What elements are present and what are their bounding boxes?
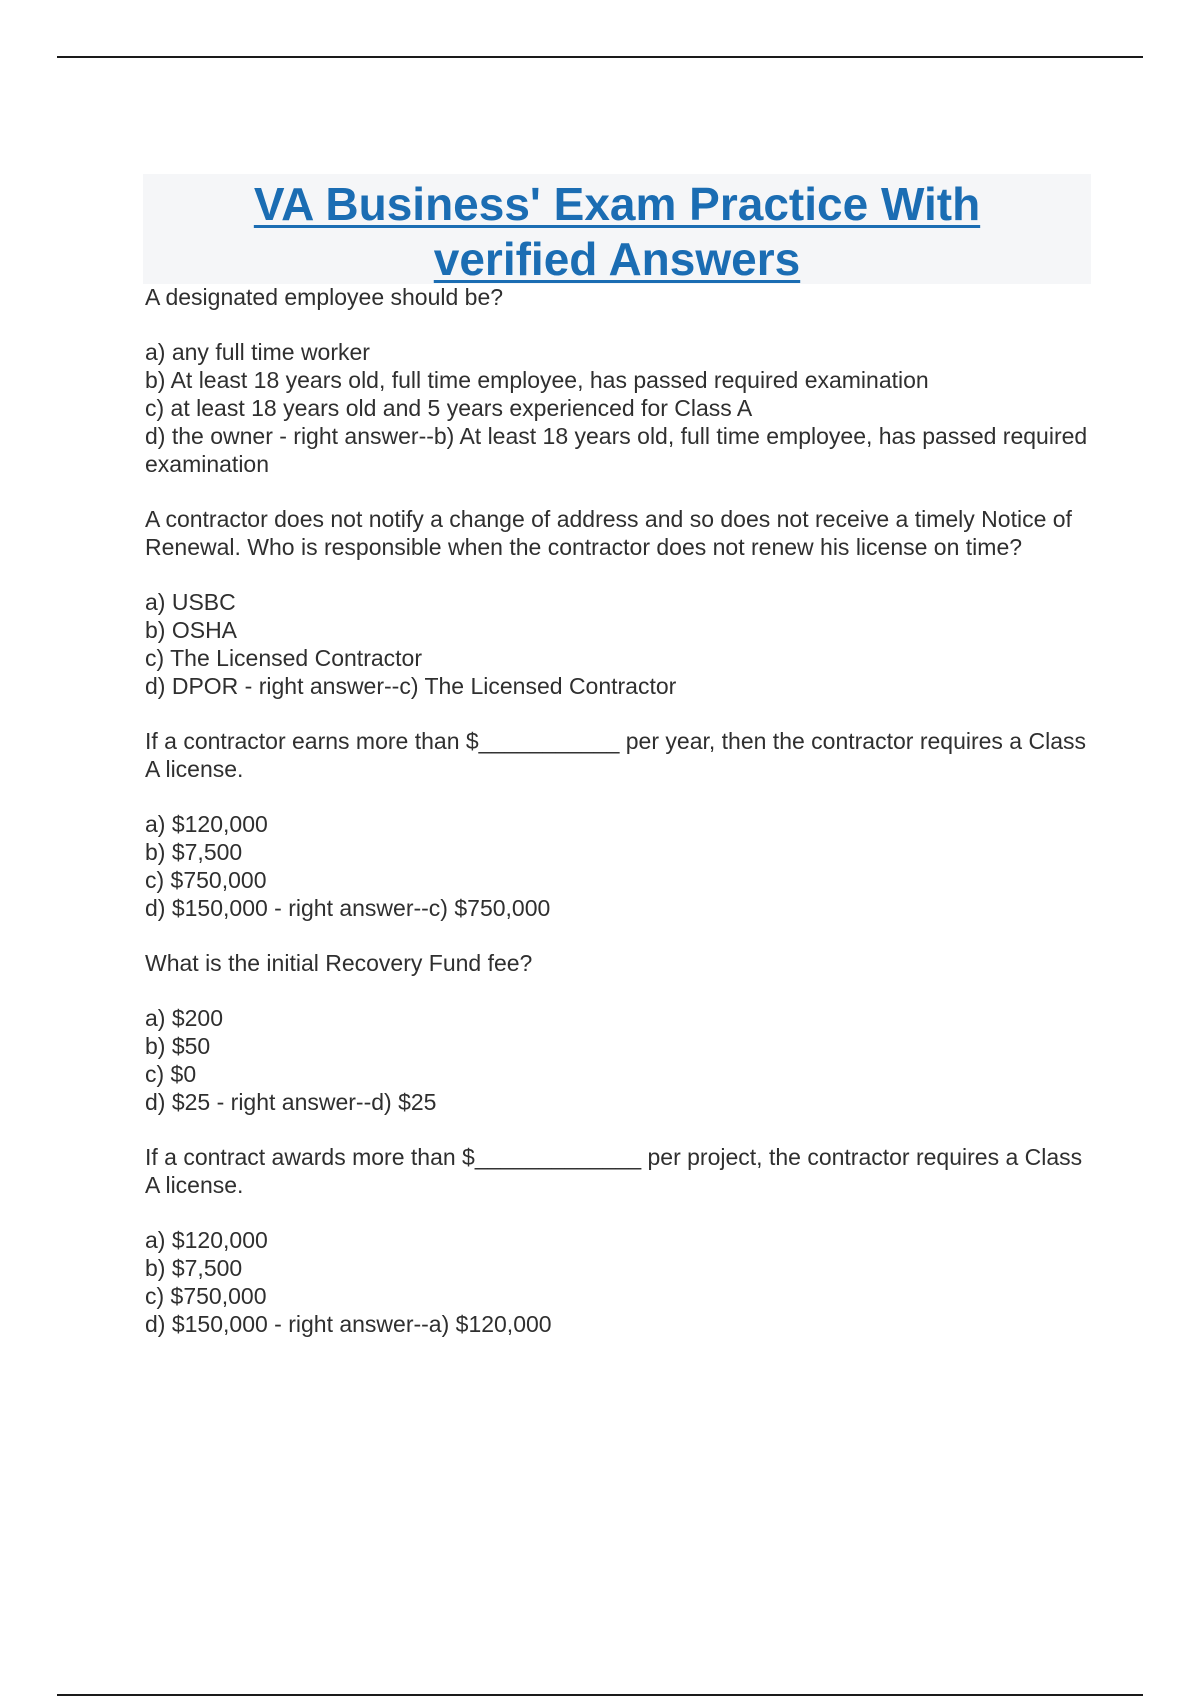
answer-option: a) USBC — [145, 589, 236, 615]
answer-option: c) $750,000 — [145, 867, 267, 893]
question-block — [145, 283, 1095, 478]
answer-option: c) at least 18 years old and 5 years experienced for Class A — [145, 395, 753, 421]
question-block — [145, 727, 1095, 922]
question-text: A contractor does not notify a change of address and so does not receive a timely Notice of Renewal. Who is responsible when the contractor does not renew his license on time? — [145, 506, 1072, 560]
top-page-rule — [57, 56, 1143, 58]
question-block — [145, 949, 1095, 1116]
document-title[interactable] — [143, 174, 1091, 287]
question-text: A designated employee should be? — [145, 284, 504, 310]
answer-option: a) any full time worker — [145, 339, 370, 365]
answer-option: c) The Licensed Contractor — [145, 645, 422, 671]
answer-option: c) $750,000 — [145, 1283, 267, 1309]
answer-option: a) $200 — [145, 1005, 224, 1031]
question-text: If a contractor earns more than $___________ per year, then the contractor requires a Class A license. — [145, 728, 1087, 782]
answer-option: d) DPOR - right answer--c) The Licensed Contractor — [145, 673, 677, 699]
answer-option: d) $25 - right answer--d) $25 — [145, 1089, 437, 1115]
answer-option: c) $0 — [145, 1061, 197, 1087]
question-block — [145, 1143, 1095, 1338]
question-list — [145, 283, 1095, 1365]
answer-option: b) $7,500 — [145, 839, 243, 865]
answer-option: b) At least 18 years old, full time employee, has passed required examination — [145, 367, 929, 393]
answer-option: a) $120,000 — [145, 1227, 268, 1253]
answer-option: b) OSHA — [145, 617, 238, 643]
title-line-2: verified Answers — [433, 233, 801, 285]
answer-option: d) $150,000 - right answer--c) $750,000 — [145, 895, 551, 921]
question-block — [145, 505, 1095, 700]
title-line-1: VA Business' Exam Practice With — [253, 178, 981, 230]
title-banner — [143, 174, 1091, 284]
answer-option: d) $150,000 - right answer--a) $120,000 — [145, 1311, 552, 1337]
question-text: What is the initial Recovery Fund fee? — [145, 950, 533, 976]
answer-option: a) $120,000 — [145, 811, 268, 837]
answer-option: b) $7,500 — [145, 1255, 243, 1281]
answer-option: d) the owner - right answer--b) At least 18 years old, full time employee, has passed required examination — [145, 423, 1088, 477]
answer-option: b) $50 — [145, 1033, 211, 1059]
question-text: If a contract awards more than $_____________ per project, the contractor requires a Class A license. — [145, 1144, 1083, 1198]
bottom-page-rule — [57, 1694, 1143, 1696]
